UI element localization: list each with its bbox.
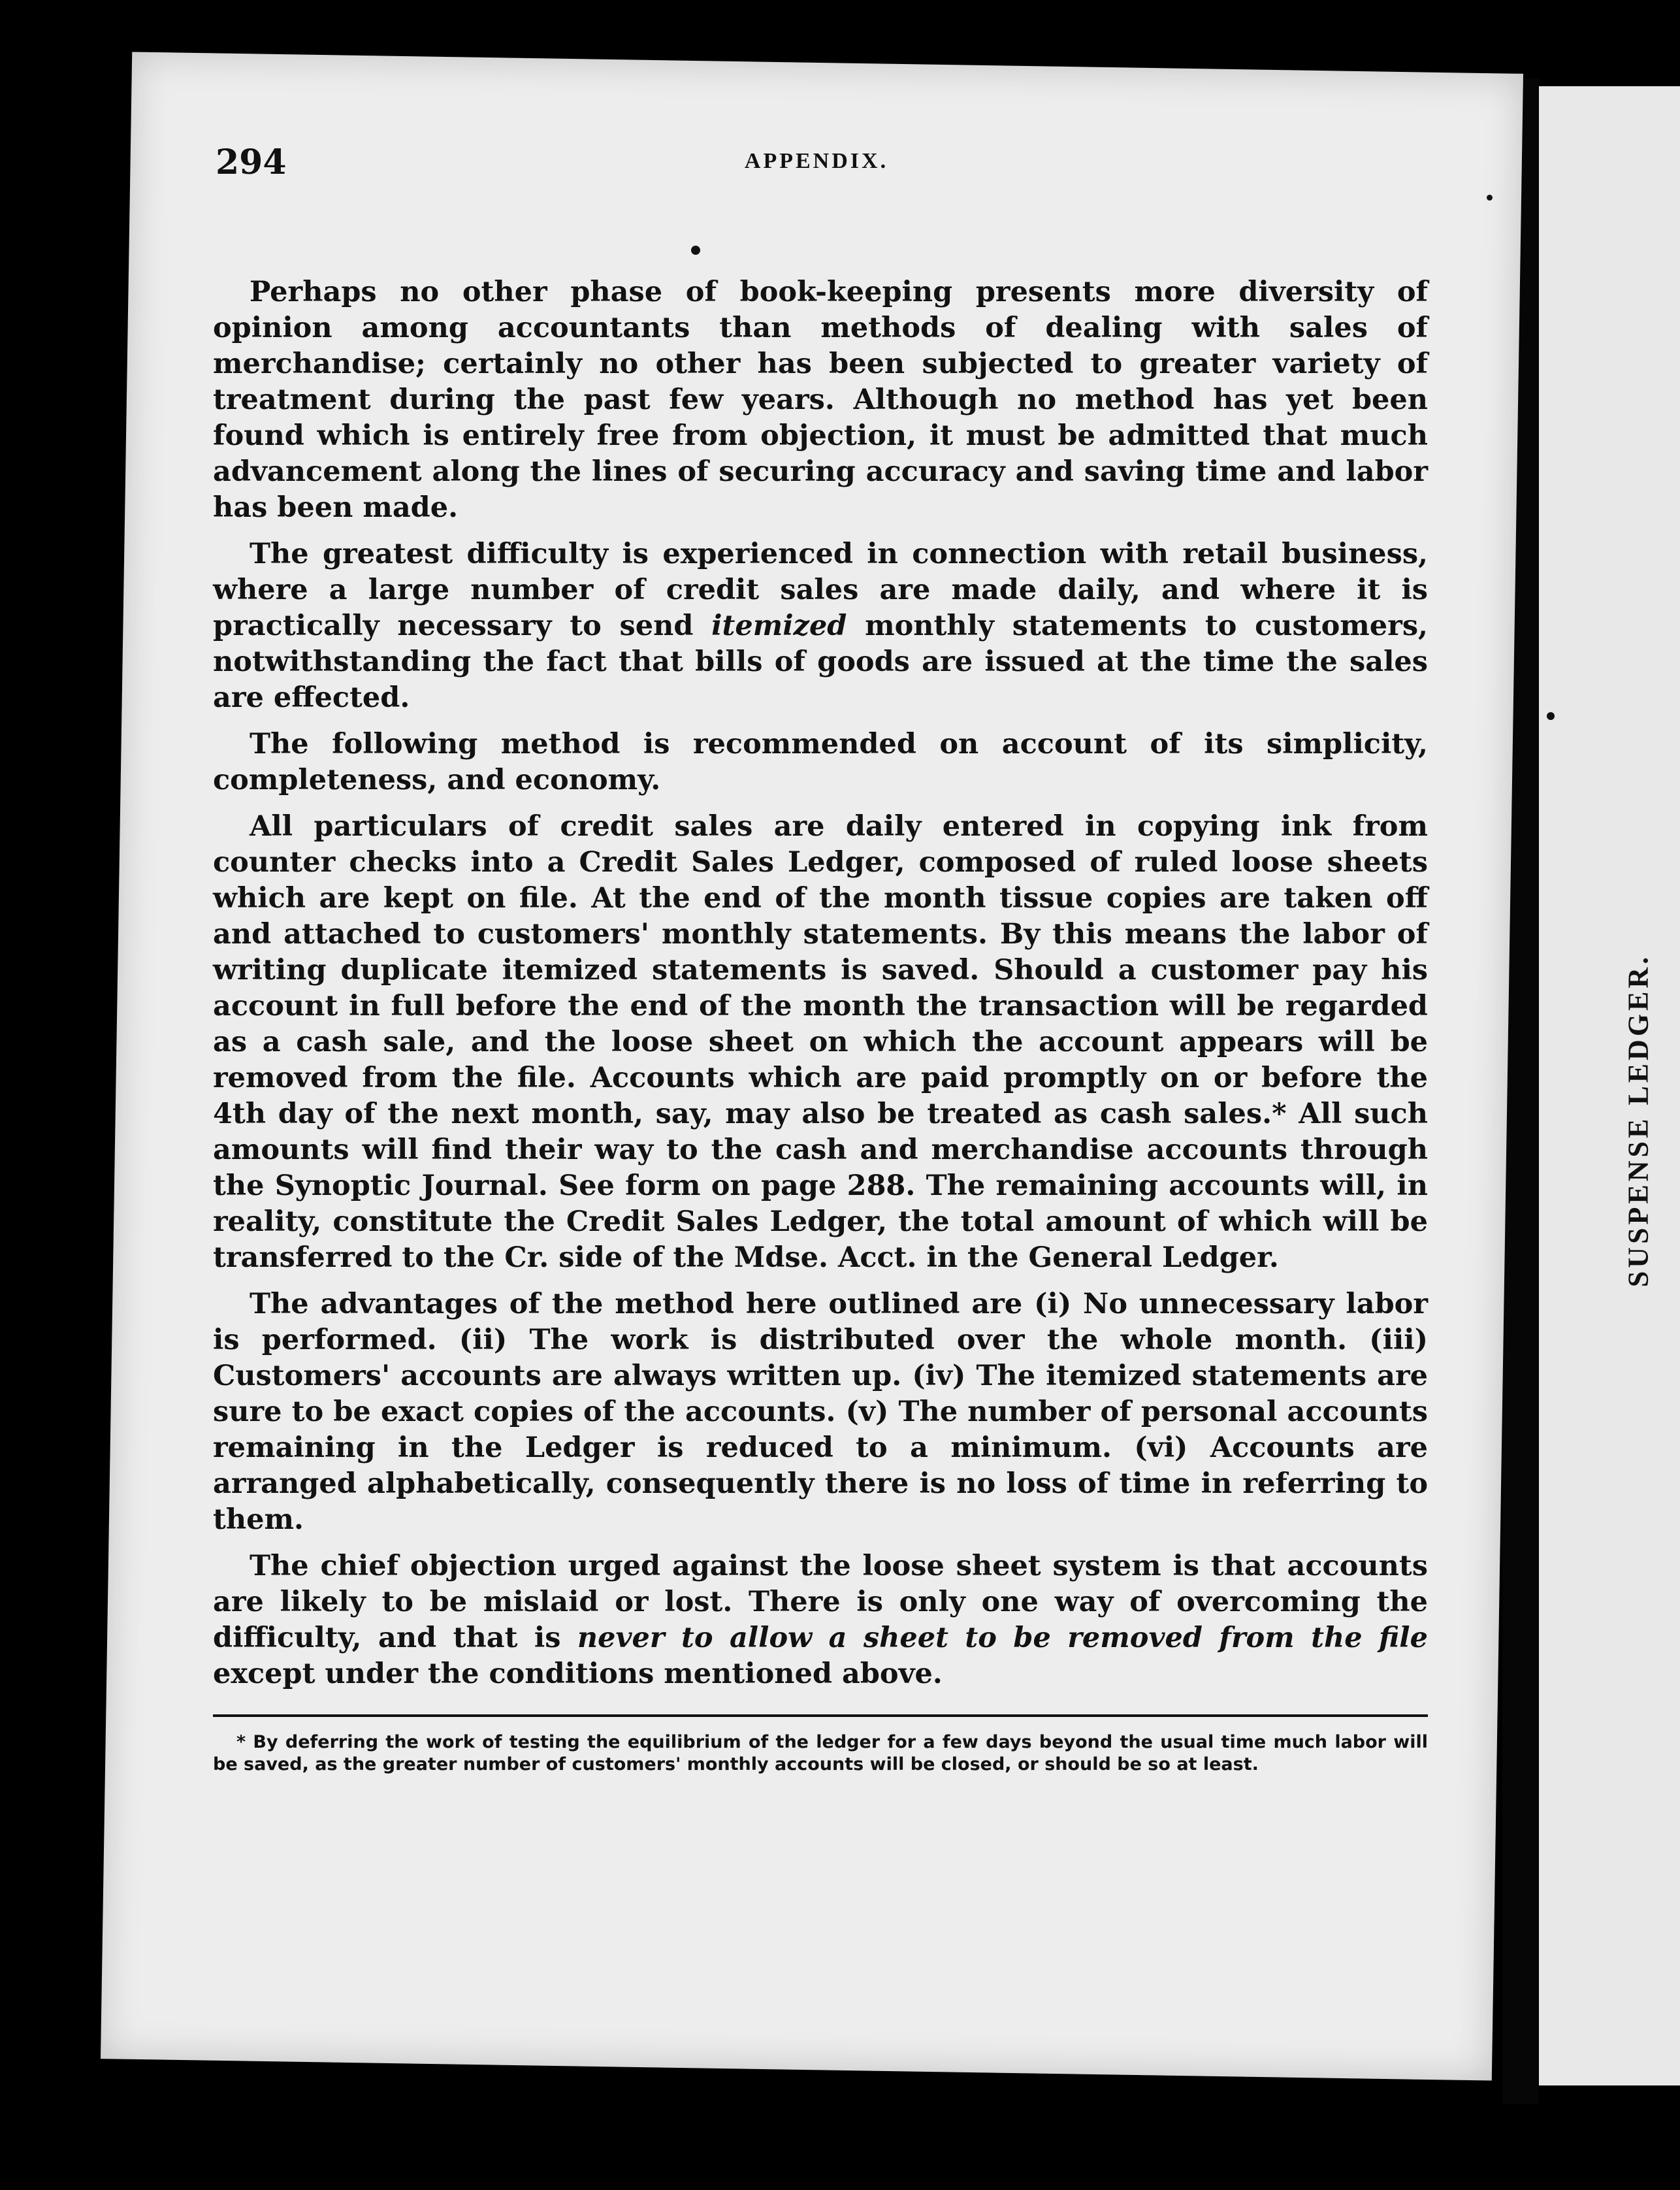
paragraph-6-end: except under the conditions mentioned above. [213,1658,943,1690]
paragraph-2 [213,536,1428,716]
paragraph-3: The following method is recommended on account of its simplicity, completeness, and economy. [213,728,1428,796]
paragraph-6-italic: never to allow a sheet to be removed from the file [577,1622,1428,1654]
paragraph-2-italic: itemized [711,610,847,642]
footnote-text: * By deferring the work of testing the equilibrium of the ledger for a few days beyond the usual time much labor will be saved, as the greater number of customers' monthly accounts will be closed, or should be so at least. [213,1732,1428,1774]
body-text [213,274,1428,1703]
paragraph-6-start: The chief objection urged against the loose sheet system is that accounts are likely to be mislaid or lost. There is only one way of overcoming the difficulty, and that is [213,1550,1428,1654]
ink-speck [1547,712,1555,720]
footnote [213,1731,1428,1776]
footnote-rule [213,1714,1428,1717]
ink-speck [691,246,700,255]
facing-page-tab [1619,921,1658,1320]
section-title: APPENDIX. [744,149,889,173]
paragraph-6 [213,1548,1428,1692]
facing-page-tab-label: SUSPENSE LEDGER. [1622,953,1655,1288]
running-head [216,142,1417,201]
paragraph-4: All particulars of credit sales are daily entered in copying ink from counter checks into a Credit Sales Ledger, composed of ruled loose sheets which are kept on file. At the end of the month tissue copies are taken off and attached to customers' monthly statements. By this means the labor of writing duplicate itemized statements is saved. Should a customer pay his account in full before the end of the month the transaction will be regarded as a cash sale, and the loose sheet on which the account appears will be removed from the file. Accounts which are paid promptly on or before the 4th day of the next month, say, may also be treated as cash sales.* All such amounts will find their way to the cash and merchandise accounts through the Synoptic Journal. See form on page 288. The remaining accounts will, in reality, constitute the Credit Sales Ledger, the total amount of which will be transferred to the Cr. side of the Mdse. Acct. in the General Ledger. [213,810,1428,1274]
paragraph-1: Perhaps no other phase of book-keeping presents more diversity of opinion among accountants than methods of dealing with sales of merchandise; certainly no other has been subjected to greater variety of treatment during the past few years. Although no method has yet been found which is entirely free from objection, it must be admitted that much advancement along the lines of securing accuracy and saving time and labor has been made. [213,276,1428,524]
paragraph-2-end: monthly statements to customers, notwithstanding the fact that bills of goods are issued at the time the sales are effected. [213,610,1428,714]
paragraph-5: The advantages of the method here outlined are (i) No unnecessary labor is performed. (ii) The work is distributed over the whole month. (iii) Customers' accounts are always written up. (iv) The itemized statements are sure to be exact copies of the accounts. (v) The number of personal accounts remaining in the Ledger is reduced to a minimum. (vi) Accounts are arranged alphabetically, consequently there is no loss of time in referring to them. [213,1288,1428,1536]
paragraph-2-start: The greatest difficulty is experienced in connection with retail business, where a large number of credit sales are made daily, and where it is practically necessary to send [213,538,1428,642]
ink-speck [1487,195,1493,201]
page-number: 294 [216,142,287,182]
facing-page-edge [1539,86,1680,2085]
